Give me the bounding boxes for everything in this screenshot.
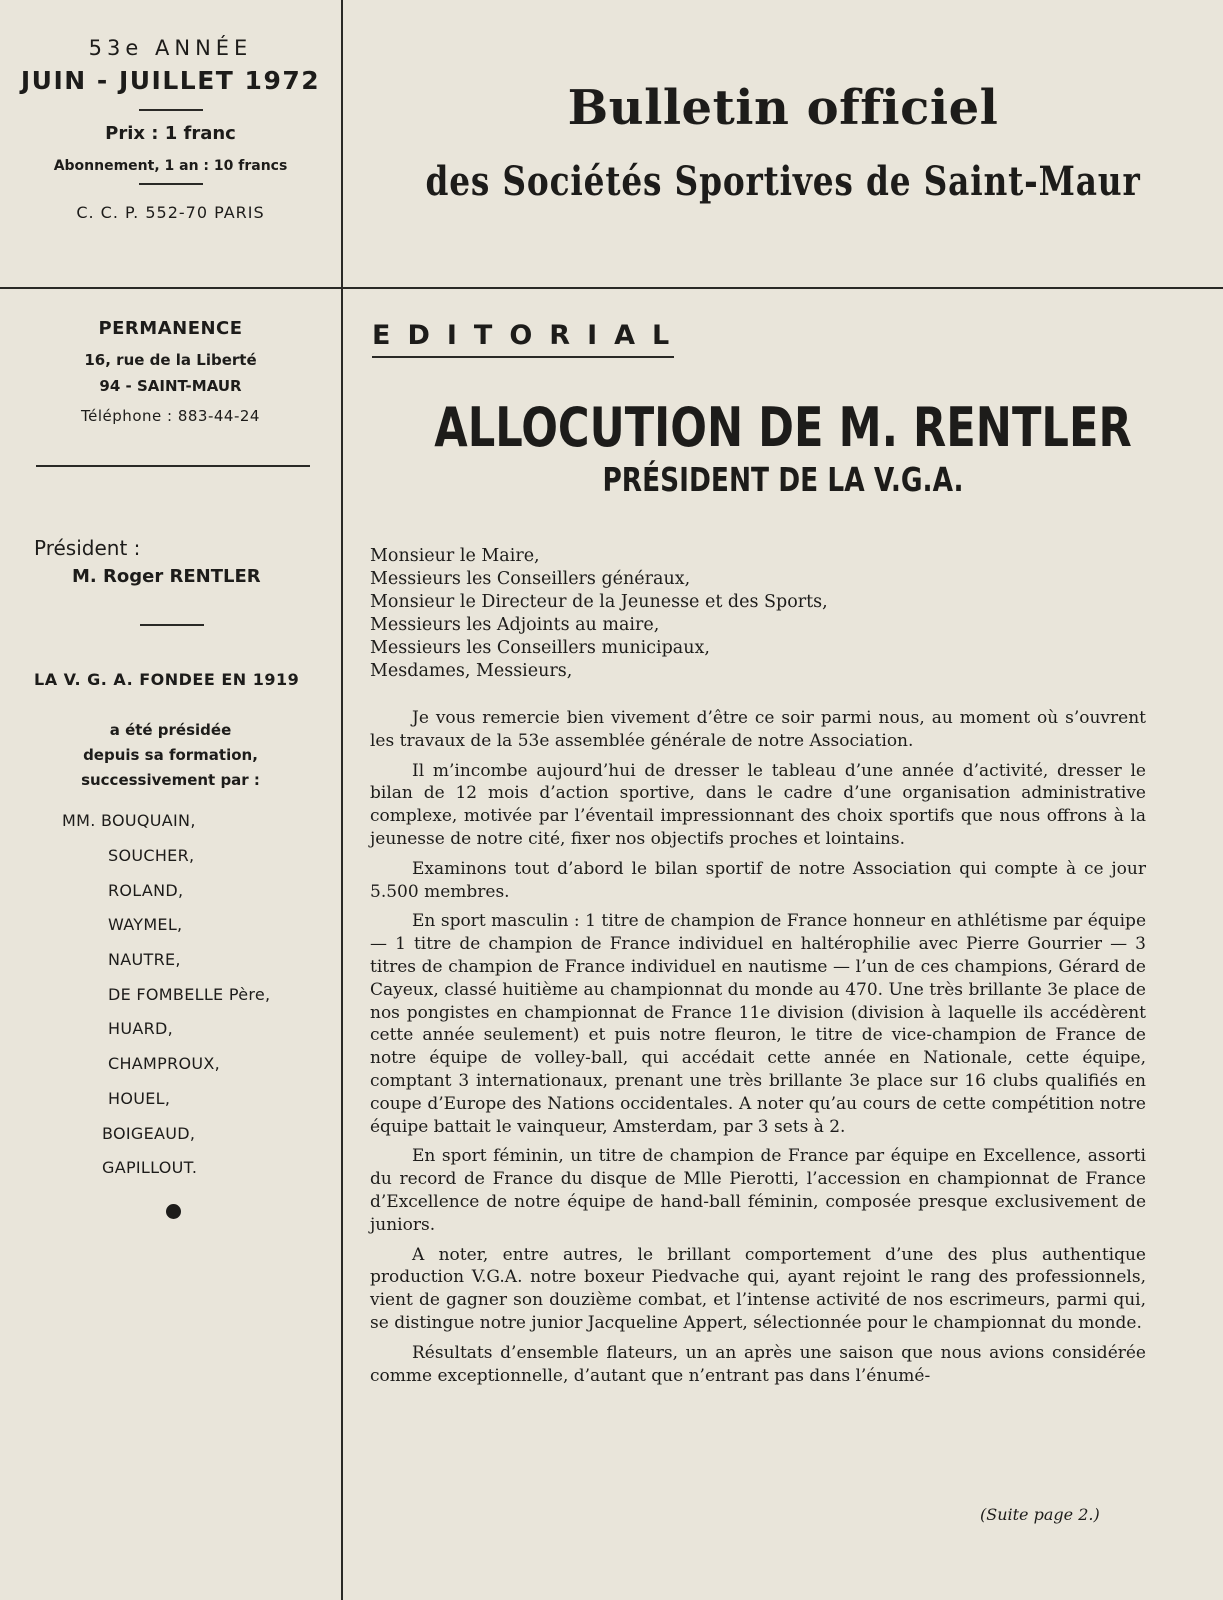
address-line-2: 94 - SAINT-MAUR xyxy=(99,377,242,395)
presided-line: a été présidée xyxy=(109,721,232,739)
past-president: ROLAND, xyxy=(108,880,184,900)
salutation-line: Monsieur le Maire, xyxy=(370,546,540,566)
presided-line: depuis sa formation, xyxy=(83,746,258,764)
divider xyxy=(36,465,310,467)
bulletin-title: Bulletin officiel xyxy=(567,80,999,136)
salutation-line: Monsieur le Directeur de la Jeunesse et des Sports, xyxy=(370,592,828,612)
article-subheadline: PRÉSIDENT DE LA V.G.A. xyxy=(602,460,964,499)
past-president: HOUEL, xyxy=(108,1088,171,1108)
founded-line: LA V. G. A. FONDEE EN 1919 xyxy=(34,670,300,689)
article-paragraph: En sport féminin, un titre de champion de France par équipe en Excellence, assorti du record de France du disque de Mlle Pierotti, l’accession en championnat de France d’Excellence de notre équipe de hand-ball féminin, composée presque exclusivement de juniors. xyxy=(370,1146,1146,1235)
divider xyxy=(140,624,204,626)
postal-account: C. C. P. 552-70 PARIS xyxy=(76,203,265,222)
issue-year: 53e ANNÉE xyxy=(88,36,253,60)
past-president: CHAMPROUX, xyxy=(108,1054,221,1074)
article-paragraph: A noter, entre autres, le brillant comportement d’une des plus authentique production V.G.A. notre boxeur Piedvache qui, ayant rejoint le rang des professionnels, vient de gagner son douzième combat, et l’intense activité de nos escrimeurs, parmi qui, se distingue notre junior Jacqueline Appert, sélectionnée pour le championnat du monde. xyxy=(370,1244,1146,1333)
article-paragraph: Résultats d’ensemble flateurs, un an après une saison que nous avions considérée comme exceptionnelle, d’autant que n’entrant pas dans l’énumé- xyxy=(370,1342,1146,1386)
divider xyxy=(139,109,203,111)
article-headline: ALLOCUTION DE M. RENTLER xyxy=(434,396,1132,459)
article-paragraph: En sport masculin : 1 titre de champion de France honneur en athlétisme par équipe — 1 titre de champion de France individuel en haltérophilie avec Pierre Gourrier — 3 titres de champion de France individuel en nautisme — l’un de ces champions, Gérard de Cayeux, classé huitième au championnat du monde au 470. Une très brillante 3e place de nos pongistes en championnat de France 11e division (division à laquelle ils accédèrent cette année seulement) et puis notre fleuron, le titre de vice-champion de France de notre équipe de volley-ball, qui accédait cette année en Nationale, cette équipe, comptant 3 internationaux, prenant une très brillante 3e place sur 16 clubs qualifiés en coupe d’Europe des Nations occidentales. A noter qu’au cours de cette compétition notre équipe battait le vainqueur, Amsterdam, par 3 sets à 2. xyxy=(370,911,1146,1137)
past-president: NAUTRE, xyxy=(108,950,181,970)
past-president-first: MM. BOUQUAIN, xyxy=(62,811,196,830)
telephone: Téléphone : 883-44-24 xyxy=(81,407,260,425)
article-paragraph: Examinons tout d’abord le bilan sportif de notre Association qui compte à ce jour 5.500 membres. xyxy=(370,858,1146,902)
continued-note: (Suite page 2.) xyxy=(980,1505,1100,1524)
address-line-1: 16, rue de la Liberté xyxy=(84,351,257,369)
past-president: DE FOMBELLE Père, xyxy=(108,984,271,1004)
past-president: WAYMEL, xyxy=(108,915,183,935)
masthead-divider xyxy=(0,287,1223,289)
past-president: SOUCHER, xyxy=(108,846,195,865)
president-name: M. Roger RENTLER xyxy=(72,566,261,587)
salutations xyxy=(370,545,828,683)
subscription: Abonnement, 1 an : 10 francs xyxy=(53,158,288,174)
salutation-line: Messieurs les Conseillers généraux, xyxy=(370,569,691,589)
article-body xyxy=(370,707,1146,1394)
salutation-line: Mesdames, Messieurs, xyxy=(370,661,573,681)
bulletin-subtitle: des Sociétés Sportives de Saint-Maur xyxy=(425,158,1141,205)
permanence-block xyxy=(0,318,341,425)
past-president: BOIGEAUD, xyxy=(102,1123,196,1143)
past-presidents-list xyxy=(102,846,271,1193)
divider xyxy=(139,183,203,185)
president-label: Président : xyxy=(34,536,141,560)
presided-intro xyxy=(0,718,341,793)
section-underline xyxy=(372,356,674,358)
section-label: EDITORIAL xyxy=(372,320,687,351)
salutation-line: Messieurs les Adjoints au maire, xyxy=(370,615,660,635)
column-divider xyxy=(341,0,343,1600)
bullet-dot xyxy=(166,1204,181,1219)
issue-date: JUIN - JUILLET 1972 xyxy=(20,66,321,95)
past-president: HUARD, xyxy=(108,1019,174,1039)
issue-info xyxy=(0,36,341,222)
article-paragraph: Je vous remercie bien vivement d’être ce soir parmi nous, au moment où s’ouvrent les travaux de la 53e assemblée générale de notre Association. xyxy=(370,708,1146,751)
price: Prix : 1 franc xyxy=(105,123,236,144)
presided-line: successivement par : xyxy=(81,771,260,789)
permanence-heading: PERMANENCE xyxy=(98,318,243,339)
salutation-line: Messieurs les Conseillers municipaux, xyxy=(370,638,710,658)
article-paragraph: Il m’incombe aujourd’hui de dresser le tableau d’une année d’activité, dresser le bilan de 12 mois d’action sportive, dans le cadre d’une organisation administrative complexe, motivée par l’éventail impressionnant des choix sportifs que nous offrons à la jeunesse de notre cité, fixer nos objectifs proches et lointains. xyxy=(370,760,1146,849)
past-president: GAPILLOUT. xyxy=(102,1158,198,1178)
